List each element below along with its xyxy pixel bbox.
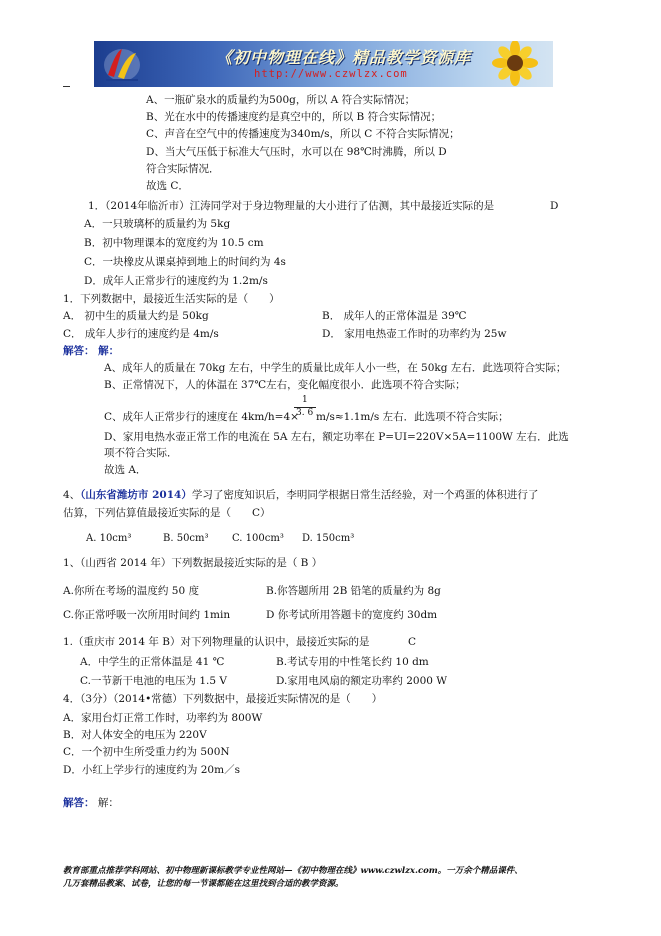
header-banner xyxy=(94,41,553,87)
q0-solution-b: B、光在水中的传播速度约是真空中的，所以 B 符合实际情况； xyxy=(146,111,442,123)
q4-stem: 1、（山西省 2014 年）下列数据最接近实际的是（ B ） xyxy=(63,557,323,569)
q2-solution-d: D、家用电热水壶正常工作的电流在 5A 左右，额定功率在 P=UI=220V×5A=1100W 左右．此选 xyxy=(104,431,569,443)
q2-solution-b: B、正常情况下，人的体温在 37℃左右，变化幅度很小．此选项不符合实际； xyxy=(104,379,466,391)
q3-option-c: C. 100cm³ xyxy=(232,533,284,544)
q0-choose: 故选 C． xyxy=(146,180,189,192)
q0-solution-d-cont: 符合实际情况． xyxy=(146,163,220,175)
q3-stem-text: 学习了密度知识后，李明同学根据日常生活经验，对一个鸡蛋的体积进行了 xyxy=(191,489,539,501)
q6-option-b: B．对人体安全的电压为 220V xyxy=(63,729,207,741)
q0-solution-a: A、一瓶矿泉水的质量约为500g，所以 A 符合实际情况； xyxy=(146,94,416,106)
q2-solution-c-suffix: m/s≈1.1m/s 左右．此选项不符合实际； xyxy=(316,411,509,423)
q3-stem-line2: 估算，下列估算值最接近实际的是（ C） xyxy=(63,507,271,519)
q4-option-c: C.你正常呼吸一次所用时间约 1min xyxy=(63,609,231,621)
q3-stem-line1 xyxy=(63,488,538,502)
q2-option-b: B． 成年人的正常体温是 39℃ xyxy=(322,310,467,322)
q5-option-b: B.考试专用的中性笔长约 10 dm xyxy=(276,656,429,668)
q1-stem: 1．（2014年临沂市）江涛同学对于身边物理量的大小进行了估测，其中最接近实际的是 xyxy=(88,200,495,212)
q4-option-d: D 你考试所用答题卡的宽度约 30dm xyxy=(266,609,438,621)
q2-fraction-numerator: 1 xyxy=(302,395,308,405)
q3-option-d: D. 150cm³ xyxy=(302,533,355,544)
q4-option-b: B.你答题所用 2B 铅笔的质量约为 8g xyxy=(266,585,441,597)
q2-solution-c-prefix: C、成年人正常步行的速度在 4km/h=4× xyxy=(104,411,299,423)
q2-solution-a: A、成年人的质量在 70kg 左右，中学生的质量比成年人小一些，在 50kg 左右．此选项符合实际； xyxy=(104,362,567,374)
q2-fraction-denominator: 3. 6 xyxy=(296,408,314,418)
sunflower-image xyxy=(485,41,549,87)
q4-option-a: A.你所在考场的温度约 50 度 xyxy=(63,585,199,597)
q0-solution-d: D、当大气压低于标准大气压时，水可以在 98℃时沸腾，所以 D xyxy=(146,146,447,158)
q1-answer: D xyxy=(550,200,559,212)
q5-stem: 1.（重庆市 2014 年 B）对下列物理量的认识中，最接近实际的是 xyxy=(63,636,370,648)
q1-option-c: C．一块橡皮从课桌掉到地上的时间约为 4s xyxy=(84,256,286,268)
q2-option-d: D． 家用电热壶工作时的功率约为 25w xyxy=(322,328,507,340)
q3-option-a: A. 10cm³ xyxy=(86,533,132,544)
q2-stem: 1．下列数据中，最接近生活实际的是（ ） xyxy=(63,293,280,305)
q3-option-b: B. 50cm³ xyxy=(163,533,209,544)
q3-source: （山东省潍坊市 2014） xyxy=(80,489,192,501)
q2-solution-d-cont: 项不符合实际． xyxy=(104,447,178,459)
q2-answer-label: 解答： 解： xyxy=(63,345,120,357)
q2-option-a: A． 初中生的质量大约是 50kg xyxy=(63,310,209,322)
q6-answer-line xyxy=(63,796,119,810)
q6-option-d: D．小红上学步行的速度约为 20m／s xyxy=(63,764,240,776)
q6-answer-text: 解： xyxy=(97,797,119,809)
site-logo-icon xyxy=(102,45,142,83)
q2-option-c: C． 成年人步行的速度约是 4m/s xyxy=(63,328,219,340)
q6-stem: 4．（3分）（2014•常德）下列数据中，最接近实际情况的是（ ） xyxy=(63,693,383,705)
q0-solution-c: C、声音在空气中的传播速度为340m/s，所以 C 不符合实际情况； xyxy=(146,128,460,140)
q2-choose: 故选 A． xyxy=(104,464,147,476)
q6-option-a: A．家用台灯正常工作时，功率约为 800W xyxy=(63,712,263,724)
q6-answer-label: 解答： xyxy=(63,797,95,809)
q5-option-d: D.家用电风扇的额定功率约 2000 W xyxy=(276,675,448,687)
q3-number: 4、 xyxy=(63,489,81,501)
q6-option-c: C．一个初中生所受重力约为 500N xyxy=(63,746,230,758)
q1-option-b: B．初中物理课本的宽度约为 10.5 cm xyxy=(84,237,264,249)
q1-option-a: A．一只玻璃杯的质量约为 5kg xyxy=(84,218,231,230)
banner-url[interactable]: http://www.czwlzx.com xyxy=(254,68,408,80)
banner-title: 《初中物理在线》精品教学资源库 xyxy=(216,48,472,67)
q5-answer: C xyxy=(408,636,417,648)
q5-option-c: C.一节新干电池的电压为 1.5 V xyxy=(80,675,227,687)
q5-option-a: A．中学生的正常体温是 41 ℃ xyxy=(80,656,225,668)
header-underline-mark xyxy=(63,86,70,87)
q1-option-d: D．成年人正常步行的速度约为 1.2m/s xyxy=(84,275,268,287)
footer-line-1: 教育部重点推荐学科网站、初中物理新课标教学专业性网站—《初中物理在线》www.czwlzx.com。一万余个精品课件、 xyxy=(63,866,523,876)
footer-line-2: 几万套精品教案、试卷，让您的每一节课都能在这里找到合适的教学资源。 xyxy=(63,879,344,889)
